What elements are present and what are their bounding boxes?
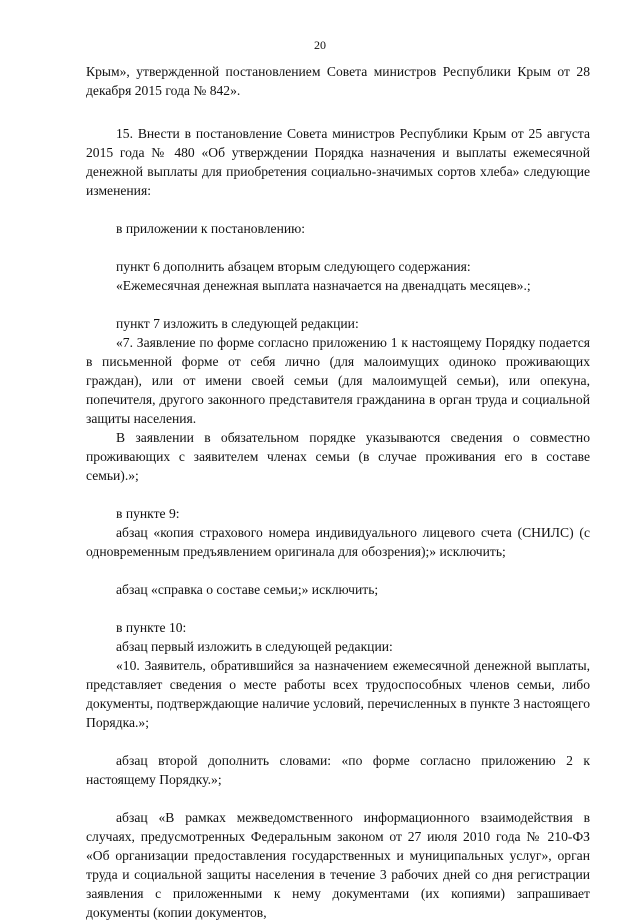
paragraph-point-9-family: абзац «справка о составе семьи;» исключить; bbox=[116, 582, 379, 597]
paragraph-point-10-text: «10. Заявитель, обратившийся за назначением ежемесячной денежной выплаты, представляет сведения о месте работы всех трудоспособных членов семьи, либо документы, подтверждающие наличие условий, перечисленных в пункте 3 настоящего Порядка.»; bbox=[86, 658, 590, 730]
paragraph-point-9-snils: абзац «копия страхового номера индивидуального лицевого счета (СНИЛС) (с одновременным предъявлением оригинала для обозрения);» исключить; bbox=[86, 525, 590, 559]
paragraph-point-10-first: абзац первый изложить в следующей редакции: bbox=[116, 639, 393, 654]
document-body bbox=[86, 62, 590, 922]
paragraph-point-7-text: «7. Заявление по форме согласно приложению 1 к настоящему Порядку подается в письменной форме от себя лично (для малоимущих одиноко проживающих граждан), или от имени своей семьи (для малоимущей семьи), или опекуна, попечителя, другого законного представителя гражданина в орган труда и социальной защиты населения. bbox=[86, 335, 590, 426]
paragraph-item-15: 15. Внести в постановление Совета министров Республики Крым от 25 августа 2015 года № 480 «Об утверждении Порядка назначения и выплаты ежемесячной денежной выплаты для приобретения социально-значимых сортов хлеба» следующие изменения: bbox=[86, 126, 590, 198]
paragraph-interagency: абзац «В рамках межведомственного информационного взаимодействия в случаях, предусмотренных Федеральным законом от 27 июля 2010 года № 210-ФЗ «Об организации предоставления государственных и муниципальных услуг», орган труда и социальной защиты населения в течение 3 рабочих дней со дня регистрации заявления с приложенными к нему документами (их копиями) запрашивает документы (копии документов, bbox=[86, 810, 590, 920]
paragraph-point-6-text: «Ежемесячная денежная выплата назначается на двенадцать месяцев».; bbox=[116, 278, 531, 293]
paragraph-point-7: пункт 7 изложить в следующей редакции: bbox=[116, 316, 359, 331]
paragraph-point-6: пункт 6 дополнить абзацем вторым следующего содержания: bbox=[116, 259, 471, 274]
paragraph-point-9: в пункте 9: bbox=[116, 506, 180, 521]
paragraph-point-10-second: абзац второй дополнить словами: «по форме согласно приложению 2 к настоящему Порядку.»; bbox=[86, 753, 590, 787]
paragraph-point-10: в пункте 10: bbox=[116, 620, 187, 635]
paragraph-annex: в приложении к постановлению: bbox=[116, 221, 306, 236]
page-number: 20 bbox=[314, 38, 326, 52]
paragraph-continuation: Крым», утвержденной постановлением Совета министров Республики Крым от 28 декабря 2015 года № 842». bbox=[86, 64, 590, 98]
paragraph-point-7-text-2: В заявлении в обязательном порядке указываются сведения о совместно проживающих с заявителем членах семьи (в случае проживания его в составе семьи).»; bbox=[86, 430, 590, 483]
